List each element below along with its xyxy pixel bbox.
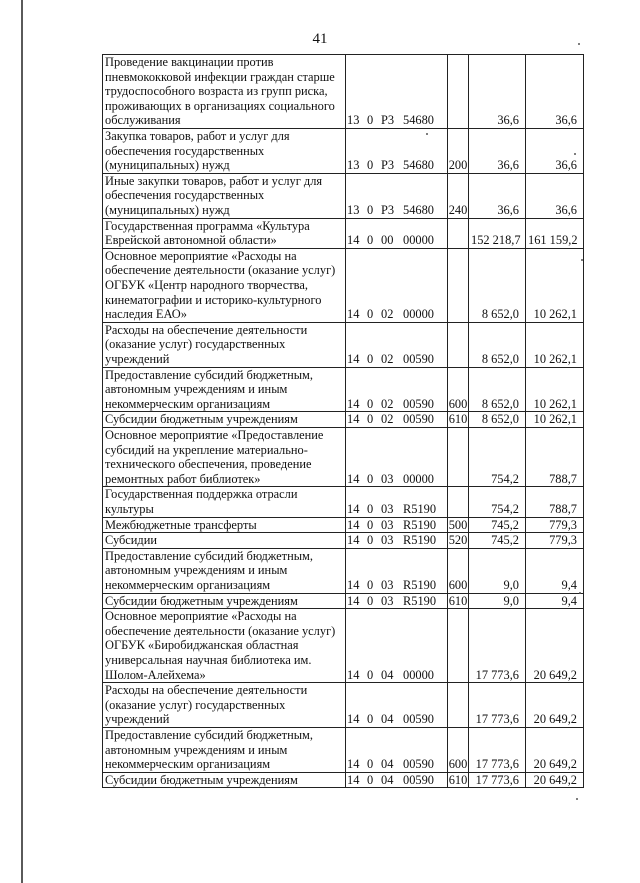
row-value-year-2: 10 262,1 xyxy=(526,248,584,322)
row-code xyxy=(346,412,448,428)
code-part: 04 xyxy=(381,667,394,682)
code-part: 14 xyxy=(347,577,360,592)
row-value-year-1: 17 773,6 xyxy=(469,727,526,772)
row-name: Закупка товаров, работ и услуг для обеспечения государственных (муниципальных) нужд xyxy=(103,129,346,174)
code-part: 14 xyxy=(347,533,360,548)
row-expense-type xyxy=(448,487,469,517)
code-part: 0 xyxy=(367,412,374,427)
code-part: 0 xyxy=(367,501,374,516)
row-value-year-2: 10 262,1 xyxy=(526,367,584,412)
row-value-year-1: 152 218,7 xyxy=(469,218,526,248)
row-value-year-2: 788,7 xyxy=(526,427,584,486)
code-part: 0 xyxy=(367,471,374,486)
code-part: 13 xyxy=(347,113,360,128)
row-code xyxy=(346,772,448,788)
code-part: 14 xyxy=(347,757,360,772)
code-part: 14 xyxy=(347,501,360,516)
table-row xyxy=(103,173,584,218)
table-row xyxy=(103,218,584,248)
table-row xyxy=(103,412,584,428)
row-expense-type: 500 xyxy=(448,517,468,532)
row-code xyxy=(346,593,448,609)
table-row xyxy=(103,55,584,129)
row-value-year-1: 36,6 xyxy=(469,129,526,174)
table-row xyxy=(103,248,584,322)
code-part: 0 xyxy=(367,667,374,682)
row-value-year-1: 17 773,6 xyxy=(469,772,526,788)
row-name: Субсидии бюджетным учреждениям xyxy=(103,412,346,428)
row-code xyxy=(346,517,448,533)
row-code xyxy=(346,533,448,549)
code-part: 00590 xyxy=(403,396,434,411)
row-expense-type xyxy=(448,55,469,129)
scan-speck xyxy=(581,259,583,261)
budget-table-body xyxy=(103,55,584,788)
table-row xyxy=(103,548,584,593)
scan-speck xyxy=(576,798,578,800)
row-name: Предоставление субсидий бюджетным, автономным учреждениям и иным некоммерческим организациям xyxy=(103,548,346,593)
code-part: 54680 xyxy=(403,158,434,173)
row-name: Расходы на обеспечение деятельности (оказание услуг) государственных учреждений xyxy=(103,683,346,728)
row-name: Основное мероприятие «Предоставление субсидий на укрепление материально-технического обеспечения, проведение ремонтных работ библиотек» xyxy=(103,427,346,486)
code-part: R5190 xyxy=(403,533,437,548)
code-part: 03 xyxy=(381,593,394,608)
table-row xyxy=(103,772,584,788)
row-name: Предоставление субсидий бюджетным, автономным учреждениям и иным некоммерческим организациям xyxy=(103,367,346,412)
row-code xyxy=(346,322,448,367)
row-value-year-1: 754,2 xyxy=(469,487,526,517)
row-value-year-2: 779,3 xyxy=(526,517,584,533)
row-value-year-2: 20 649,2 xyxy=(526,609,584,683)
code-part: 14 xyxy=(347,471,360,486)
code-part: 02 xyxy=(381,396,394,411)
code-part: 02 xyxy=(381,307,394,322)
code-part: 14 xyxy=(347,517,360,532)
code-part: R5190 xyxy=(403,577,437,592)
code-part: 0 xyxy=(367,517,374,532)
row-value-year-1: 17 773,6 xyxy=(469,683,526,728)
code-part: P3 xyxy=(381,113,395,128)
code-part: 14 xyxy=(347,412,360,427)
row-expense-type: 200 xyxy=(448,129,469,174)
row-expense-type xyxy=(448,683,469,728)
code-part: 00000 xyxy=(403,233,434,248)
row-expense-type xyxy=(448,427,469,486)
row-value-year-2: 9,4 xyxy=(526,548,584,593)
row-expense-type xyxy=(448,609,469,683)
code-part: 02 xyxy=(381,412,394,427)
scan-speck xyxy=(574,153,576,155)
row-name: Расходы на обеспечение деятельности (оказание услуг) государственных учреждений xyxy=(103,322,346,367)
code-part: 00590 xyxy=(403,412,434,427)
row-code xyxy=(346,367,448,412)
row-expense-type: 610 xyxy=(448,772,468,787)
table-row xyxy=(103,129,584,174)
code-part: 54680 xyxy=(403,203,434,217)
row-expense-type xyxy=(448,218,469,248)
code-part: 00590 xyxy=(403,757,434,772)
row-name: Межбюджетные трансферты xyxy=(103,517,346,533)
row-expense-type: 520 xyxy=(448,533,468,548)
code-part: 04 xyxy=(381,772,394,787)
code-part: 13 xyxy=(347,158,360,173)
row-value-year-2: 20 649,2 xyxy=(526,683,584,728)
code-part: 0 xyxy=(367,158,374,173)
row-value-year-2: 36,6 xyxy=(526,129,584,174)
code-part: 02 xyxy=(381,351,394,366)
row-value-year-1: 754,2 xyxy=(469,427,526,486)
code-part: 0 xyxy=(367,593,374,608)
row-name: Субсидии xyxy=(103,533,346,549)
row-code xyxy=(346,727,448,772)
code-part: 14 xyxy=(347,593,360,608)
row-value-year-1: 745,2 xyxy=(469,533,526,549)
code-part: 0 xyxy=(367,307,374,322)
code-part: 00000 xyxy=(403,667,434,682)
code-part: 0 xyxy=(367,533,374,548)
row-expense-type: 600 xyxy=(448,548,469,593)
code-part: 0 xyxy=(367,203,374,217)
code-part: P3 xyxy=(381,203,395,217)
row-expense-type: 600 xyxy=(448,367,469,412)
code-part: 03 xyxy=(381,577,394,592)
code-part: 14 xyxy=(347,233,360,248)
table-row xyxy=(103,683,584,728)
row-value-year-1: 8 652,0 xyxy=(469,322,526,367)
row-value-year-2: 779,3 xyxy=(526,533,584,549)
scan-speck xyxy=(579,592,581,594)
row-name: Проведение вакцинации против пневмококковой инфекции граждан старше трудоспособного возраста из групп риска, проживающих в организациях социального обслуживания xyxy=(103,55,346,129)
code-part: 0 xyxy=(367,396,374,411)
row-value-year-1: 8 652,0 xyxy=(469,412,526,428)
code-part: 0 xyxy=(367,113,374,128)
code-part: 04 xyxy=(381,757,394,772)
code-part: 0 xyxy=(367,577,374,592)
row-name: Основное мероприятие «Расходы на обеспечение деятельности (оказание услуг) ОГБУК «Биробиджанская областная универсальная научная библиотека им. Шолом-Алейхема» xyxy=(103,609,346,683)
code-part: 04 xyxy=(381,712,394,727)
row-expense-type: 610 xyxy=(448,593,468,608)
row-expense-type: 600 xyxy=(448,727,469,772)
row-code xyxy=(346,548,448,593)
code-part: 00000 xyxy=(403,471,434,486)
row-value-year-1: 17 773,6 xyxy=(469,609,526,683)
code-part: 03 xyxy=(381,471,394,486)
table-row xyxy=(103,367,584,412)
row-expense-type: 240 xyxy=(448,173,469,218)
row-code xyxy=(346,683,448,728)
row-value-year-1: 9,0 xyxy=(469,593,526,609)
row-code xyxy=(346,248,448,322)
row-name: Предоставление субсидий бюджетным, автономным учреждениям и иным некоммерческим организациям xyxy=(103,727,346,772)
code-part: 14 xyxy=(347,772,360,787)
code-part: 0 xyxy=(367,772,374,787)
table-row xyxy=(103,322,584,367)
code-part: 00 xyxy=(381,233,394,248)
row-code xyxy=(346,609,448,683)
code-part: 14 xyxy=(347,712,360,727)
table-row xyxy=(103,593,584,609)
row-value-year-2: 9,4 xyxy=(526,593,584,609)
row-name: Субсидии бюджетным учреждениям xyxy=(103,593,346,609)
code-part: 03 xyxy=(381,517,394,532)
row-value-year-1: 9,0 xyxy=(469,548,526,593)
code-part: 54680 xyxy=(403,113,434,128)
row-name: Государственная поддержка отрасли культуры xyxy=(103,487,346,517)
table-row xyxy=(103,427,584,486)
code-part: 13 xyxy=(347,203,360,217)
budget-table xyxy=(102,54,584,788)
row-value-year-1: 36,6 xyxy=(469,173,526,218)
row-value-year-1: 745,2 xyxy=(469,517,526,533)
row-expense-type xyxy=(448,322,469,367)
row-value-year-2: 10 262,1 xyxy=(526,322,584,367)
code-part: 00590 xyxy=(403,772,434,787)
code-part: 03 xyxy=(381,501,394,516)
table-row xyxy=(103,533,584,549)
code-part: R5190 xyxy=(403,593,437,608)
row-value-year-1: 8 652,0 xyxy=(469,367,526,412)
row-code xyxy=(346,487,448,517)
code-part: 0 xyxy=(367,757,374,772)
row-value-year-2: 36,6 xyxy=(526,55,584,129)
table-row xyxy=(103,727,584,772)
binding-line xyxy=(21,0,23,883)
code-part: 0 xyxy=(367,712,374,727)
row-code xyxy=(346,173,448,218)
code-part: R5190 xyxy=(403,517,437,532)
row-name: Государственная программа «Культура Еврейской автономной области» xyxy=(103,218,346,248)
code-part: 03 xyxy=(381,533,394,548)
row-name: Субсидии бюджетным учреждениям xyxy=(103,772,346,788)
row-expense-type: 610 xyxy=(448,412,468,427)
row-value-year-1: 36,6 xyxy=(469,55,526,129)
row-value-year-2: 161 159,2 xyxy=(526,218,584,248)
code-part: 00590 xyxy=(403,712,434,727)
code-part: 00590 xyxy=(403,351,434,366)
code-part: 14 xyxy=(347,396,360,411)
row-value-year-2: 20 649,2 xyxy=(526,772,584,788)
scan-speck xyxy=(426,133,428,135)
row-expense-type xyxy=(448,248,469,322)
row-value-year-2: 36,6 xyxy=(526,173,584,218)
table-row xyxy=(103,487,584,517)
page-number: 41 xyxy=(312,31,328,47)
row-value-year-1: 8 652,0 xyxy=(469,248,526,322)
code-part: 00000 xyxy=(403,307,434,322)
scan-speck xyxy=(578,43,580,45)
row-code xyxy=(346,218,448,248)
table-row xyxy=(103,609,584,683)
row-name: Иные закупки товаров, работ и услуг для обеспечения государственных (муниципальных) нужд xyxy=(103,173,346,218)
row-value-year-2: 10 262,1 xyxy=(526,412,584,428)
row-code xyxy=(346,129,448,174)
row-value-year-2: 788,7 xyxy=(526,487,584,517)
code-part: 0 xyxy=(367,351,374,366)
table-row xyxy=(103,517,584,533)
row-value-year-2: 20 649,2 xyxy=(526,727,584,772)
code-part: 14 xyxy=(347,667,360,682)
code-part: 0 xyxy=(367,233,374,248)
row-code xyxy=(346,427,448,486)
code-part: 14 xyxy=(347,351,360,366)
code-part: P3 xyxy=(381,158,395,173)
code-part: R5190 xyxy=(403,501,437,516)
row-name: Основное мероприятие «Расходы на обеспечение деятельности (оказание услуг) ОГБУК «Центр народного творчества, кинематографии и историко-культурного наследия ЕАО» xyxy=(103,248,346,322)
code-part: 14 xyxy=(347,307,360,322)
row-code xyxy=(346,55,448,129)
